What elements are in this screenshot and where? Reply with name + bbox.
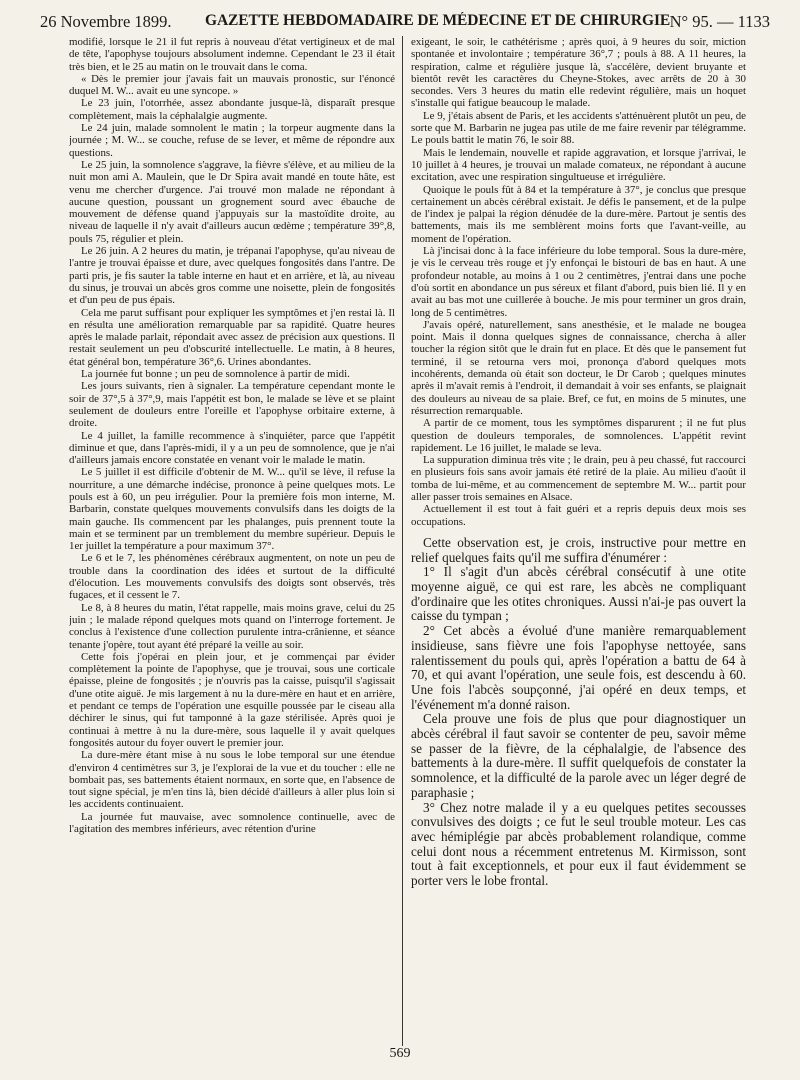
paragraph: J'avais opéré, naturellement, sans anesthésie, et le malade ne bougea point. Mais il donna quelques signes de connaissance, chercha à aller toucher la région sitôt que le drain fut en place. Et dès que le pansement fut terminé, il se retourna vers moi, prononça d'abord quelques mots incohérents, demanda où était son docteur, le Dr Carob ; quelques minutes après il m'avait remis à l'endroit, il demandait à voir ses enfants, se plaignait des douleurs au niveau de sa plaie. Bref, ce fut, en moins de 5 minutes, une résurrection remarquable.	[411, 318, 746, 417]
paragraph: modifié, lorsque le 21 il fut repris à nouveau d'état vertigineux et de mal de tête, l'apophyse toujours absolument indemne. Cependant le 23 il était très bien, et le 25 au matin on le trouvait dans le coma.	[69, 36, 395, 73]
journal-title: GAZETTE HEBDOMADAIRE DE MÉDECINE ET DE CHIRURGIE	[205, 12, 671, 29]
paragraph: Le 8, à 8 heures du matin, l'état rappelle, mais moins grave, celui du 25 juin ; le malade répond quelques mots quand on l'interroge fortement. Je conclus à l'existence d'une collection purulente intra-crânienne, et séance tenante j'opère, tout ayant été préparé la veille au soir.	[69, 601, 395, 651]
column-divider	[402, 36, 403, 1046]
paragraph: Les jours suivants, rien à signaler. La température cependant monte le soir de 37°,5 à 37°,9, mais l'appétit est bon, le malade se lève et se plaint seulement de douleurs entre l'oreille et l'apophyse orbitaire externe, à droite.	[69, 380, 395, 430]
left-column	[69, 36, 395, 1046]
commentary-paragraph: 2° Cet abcès a évolué d'une manière remarquablement insidieuse, sans fièvre une fois l'apophyse nettoyée, sans ralentissement du pouls qui, après l'opération a battu de 64 à 70, et qui avant l'opération, une seule fois, est descendu à 60. Une fois l'abcès soupçonné, j'ai opéré en deux temps, et l'événement m'a donné raison.	[411, 623, 746, 712]
paragraph: Le 9, j'étais absent de Paris, et les accidents s'atténuèrent plutôt un peu, de sorte que M. Barbarin ne jugea pas utile de me faire revenir par télégramme. Le pouls battit le matin 76, le soir 88.	[411, 109, 746, 147]
paragraph: Là j'incisai donc à la face inférieure du lobe temporal. Sous la dure-mère, je vis le cerveau très rouge et j'y enfonçai le bistouri de bas en haut. A une profondeur notable, au moins à 1 ou 2 centimètres, j'entrai dans une poche d'où sortit en abondance un pus séreux et filant d'abord, puis bien lié. Il y en avait au bas mot une cuillerée à bouche. Je mis pour terminer un gros drain, long de 5 centimètres.	[411, 245, 746, 319]
commentary-section	[411, 536, 746, 889]
paragraph: Cela me parut suffisant pour expliquer les symptômes et j'en restai là. Il en résulta une amélioration remarquable par sa rapidité. Quatre heures après le malade parlait, répondait avec assez de précision aux questions. Il restait seulement un peu d'obscurité intellectuelle. Le matin, à 8 heures, état général bon, température 36°,6. Urines abondantes.	[69, 306, 395, 368]
commentary-paragraph: 1° Il s'agit d'un abcès cérébral consécutif à une otite moyenne aiguë, ce qui est rare, les abcès ne compliquant d'ordinaire que les otites chroniques. Aussi n'ai-je pas ouvert la caisse du tympan ;	[411, 564, 746, 624]
paragraph: La dure-mère étant mise à nu sous le lobe temporal sur une étendue d'environ 4 centimètres sur 3, je l'explorai de la vue et du toucher : elle ne bombait pas, ses battements étaient normaux, en sorte que, en l'absence de tout signe spécial, je m'en tins là, bien décidé d'ailleurs à aller plus loin si les accidents continuaient.	[69, 749, 395, 811]
issue-page-number: N° 95. — 1133	[669, 12, 770, 31]
paragraph: La journée fut bonne ; un peu de somnolence à partir de midi.	[81, 368, 350, 381]
paragraph: Mais le lendemain, nouvelle et rapide aggravation, et lorsque j'arrivai, le 10 juillet à 4 heures, je trouvai un malade comateux, ne répondant à aucune excitation, avec une respiration singultueuse et irrégulière.	[411, 146, 746, 184]
paragraph: Le 25 juin, la somnolence s'aggrave, la fièvre s'élève, et au milieu de la nuit mon ami A. Maulein, que le Dr Spira avait mandé en toute hâte, est venu me chercher d'urgence. J'ai trouvé mon malade ne répondant à aucune question, poussant un grognement sourd avec ébauche de mouvement de défense quand j'appuyais sur la mastoïdite droite, au niveau de laquelle il n'y avait d'ailleurs aucun œdème ; température 39°,8, pouls 75, régulier et plein.	[69, 158, 395, 245]
page-folio: 569	[389, 1046, 411, 1061]
paragraph: Le 6 et le 7, les phénomènes cérébraux augmentent, on note un peu de trouble dans la coordination des idées et surtout de la difficulté d'élocution. Les mouvements convulsifs des doigts sont observés, très fugaces, et il cessent le 7.	[69, 552, 395, 602]
paragraph: exigeant, le soir, le cathétérisme ; après quoi, à 9 heures du soir, miction spontanée et involontaire ; température 36°,7 ; pouls à 88. A 11 heures, la respiration, calme et régulière jusque là, s'accélère, devient bruyante et bientôt revêt les caractères du Cheyne-Stokes, avec arrêts de 20 à 30 secondes. Vers 3 heures du matin elle redevint régulière, mais un hoquet s'installe qui fatigue beaucoup le malade.	[411, 36, 746, 110]
commentary-paragraph: Cela prouve une fois de plus que pour diagnostiquer un abcès cérébral il faut savoir se contenter de peu, savoir même se passer de la fièvre, de la céphalalgie, de l'absence des battements à la dure-mère. Il suffit quelquefois de constater la somnolence, et la difficulté de la parole avec un léger degré de paraphasie ;	[411, 711, 746, 800]
paragraph: Le 4 juillet, la famille recommence à s'inquiéter, parce que l'appétit diminue et que, dans l'après-midi, il y a un peu de somnolence, que je n'ai d'ailleurs jamais encore constatée en venant voir le malade le matin.	[69, 429, 395, 467]
paragraph: Actuellement il est tout à fait guéri et a repris depuis deux mois ses occupations.	[411, 503, 746, 528]
paragraph: Le 24 juin, malade somnolent le matin ; la torpeur augmente dans la journée ; M. W... se couche, refuse de se lever, et même de répondre aux questions.	[69, 122, 395, 159]
paragraph: Le 23 juin, l'otorrhée, assez abondante jusque-là, disparaît presque complètement, mais la céphalalgie augmente.	[69, 97, 395, 122]
commentary-paragraph: 3° Chez notre malade il y a eu quelques petites secousses convulsives des doigts ; ce fut le seul trouble moteur. Les cas avec hémiplégie par abcès probablement rolandique, comme celui dont nous a récemment entretenus M. Kirmisson, sont tout à fait exceptionnels, et pour eux il faut évidemment se porter vers le lobe frontal.	[411, 799, 746, 889]
page-header	[40, 12, 770, 34]
paragraph: Le 26 juin. A 2 heures du matin, je trépanai l'apophyse, qu'au niveau de l'antre je trouvai épaisse et dure, avec quelques fongosités dans l'antre. De parti pris, je fis sauter la table interne en haut et en arrière, et là, au niveau du sinus, je trouvai un abcès gros comme une noisette, plein de fongosités et d'un peu de pus épais.	[69, 245, 395, 307]
issue-date: 26 Novembre 1899.	[40, 12, 172, 31]
paragraph: A partir de ce moment, tous les symptômes disparurent ; il ne fut plus question de douleurs temporales, de somnolences. L'appétit revint rapidement. Le 16 juillet, le malade se leva.	[411, 417, 746, 454]
paragraph: La journée fut mauvaise, avec somnolence continuelle, avec de l'agitation des membres inférieurs, avec rétention d'urine	[69, 810, 395, 835]
paragraph: La suppuration diminua très vite ; le drain, peu à peu chassé, fut raccourci en plusieurs fois sans avoir jamais été retiré de la plaie. Au milieu d'août il tomba de lui-même, et au commencement de septembre M. W... partit pour aller passer trois semaines en Alsace.	[411, 454, 746, 503]
right-column	[411, 36, 746, 1046]
paragraph: Le 5 juillet il est difficile d'obtenir de M. W... qu'il se lève, il refuse la nourriture, a une démarche indécise, prononce à peine quelques mots. Le pouls est à 60, un peu irrégulier. Pour la première fois mon interne, M. Barbarin, constate quelques mouvements convulsifs dans les doigts de la main gauche. Ils commencent par les phalanges, puis prennent toute la main et se terminent par un tremblement du membre supérieur. Depuis le 1er juillet la température a pour maximum 37°.	[69, 466, 395, 553]
paragraph: Quoique le pouls fût à 84 et la température à 37°, je conclus que presque certainement un abcès cérébral existait. Je défis le pansement, et de la pulpe de l'index je palpai la région dénudée de la dure-mère. Partout je sentis des battements, mais ils me semblèrent moins forts que l'avant-veille, au moment de l'opération.	[411, 183, 746, 245]
commentary-paragraph: Cette observation est, je crois, instructive pour mettre en relief quelques faits qu'il me suffira d'énumérer :	[411, 534, 746, 565]
paragraph: « Dès le premier jour j'avais fait un mauvais pronostic, sur l'énoncé duquel M. W... avait eu une syncope. »	[69, 72, 395, 98]
paragraph: Cette fois j'opérai en plein jour, et je commençai par évider complètement la pointe de l'apophyse, que je trouvai, sous une corticale épaisse, pleine de fongosités ; je n'ouvris pas la caisse, puisqu'il s'agissait d'une otite aiguë. Je mis largement à nu la dure-mère en haut et en arrière, et pendant ce temps de l'opération une esquille poussée par le ciseau alla déchirer le sinus, qui fut tamponné à la gaze stérilisée. Après quoi je continuai à mettre à nu la dure-mère, sous laquelle il y avait quelques fongosités autour du foyer ouvert le premier jour.	[69, 650, 395, 749]
